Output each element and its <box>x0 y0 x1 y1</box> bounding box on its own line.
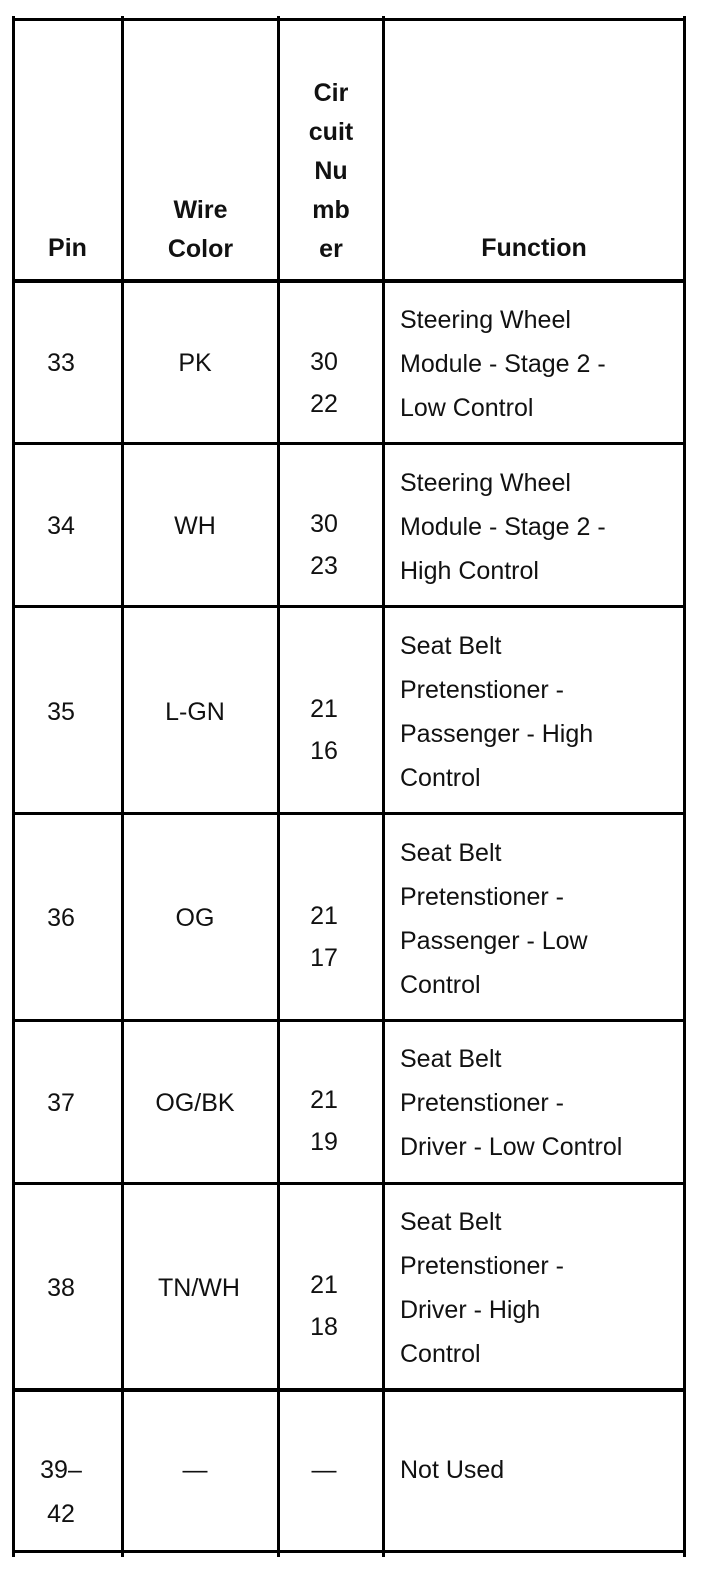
wire-color-cell: OG/BK <box>155 1089 235 1117</box>
row-divider <box>12 1019 686 1022</box>
wire-color-cell: WH <box>174 512 216 540</box>
wire-color-cell: TN/WH <box>158 1274 240 1302</box>
table-border-right <box>683 16 686 1557</box>
function-cell: Seat Belt Pretenstioner - Driver - Low Control <box>400 1045 623 1161</box>
circuit-number-cell: 21 16 <box>310 695 338 765</box>
pin-cell: 34 <box>47 512 75 540</box>
header-function: Function <box>481 234 587 262</box>
function-cell: Seat Belt Pretenstioner - Passenger - Low Control <box>400 839 588 999</box>
row-divider <box>12 1388 686 1392</box>
row-divider <box>12 605 686 608</box>
function-cell: Seat Belt Pretenstioner - Driver - High Control <box>400 1208 564 1368</box>
row-divider <box>12 812 686 815</box>
circuit-number-cell: 30 23 <box>310 510 338 580</box>
circuit-number-cell: — <box>311 1456 337 1484</box>
circuit-number-cell: 21 18 <box>310 1271 338 1341</box>
wire-color-cell: OG <box>175 904 215 932</box>
wire-color-cell: PK <box>178 349 212 377</box>
pin-cell: 33 <box>47 349 75 377</box>
function-cell: Steering Wheel Module - Stage 2 - Low Control <box>400 306 606 422</box>
circuit-number-cell: 21 17 <box>310 902 338 972</box>
header-divider <box>12 279 686 283</box>
function-cell: Not Used <box>400 1456 505 1484</box>
header-wire-color: Wire Color <box>167 196 234 263</box>
function-cell: Seat Belt Pretenstioner - Passenger - High Control <box>400 632 594 792</box>
pin-cell: 39– 42 <box>40 1456 82 1528</box>
wire-color-cell: L-GN <box>165 698 225 726</box>
pin-cell: 38 <box>47 1274 75 1302</box>
table-border-top <box>12 18 686 21</box>
circuit-number-cell: 30 22 <box>310 348 338 418</box>
pin-cell: 35 <box>47 698 75 726</box>
header-pin: Pin <box>48 234 87 262</box>
header-circuit-number: Cir cuit Nu mb er <box>308 79 354 263</box>
pin-cell: 36 <box>47 904 75 932</box>
row-divider <box>12 442 686 445</box>
wire-color-cell: — <box>182 1456 208 1484</box>
row-divider <box>12 1182 686 1185</box>
circuit-number-cell: 21 19 <box>310 1086 338 1156</box>
pin-cell: 37 <box>47 1089 75 1117</box>
function-cell: Steering Wheel Module - Stage 2 - High Control <box>400 469 606 585</box>
table-border-bottom <box>12 1550 686 1553</box>
